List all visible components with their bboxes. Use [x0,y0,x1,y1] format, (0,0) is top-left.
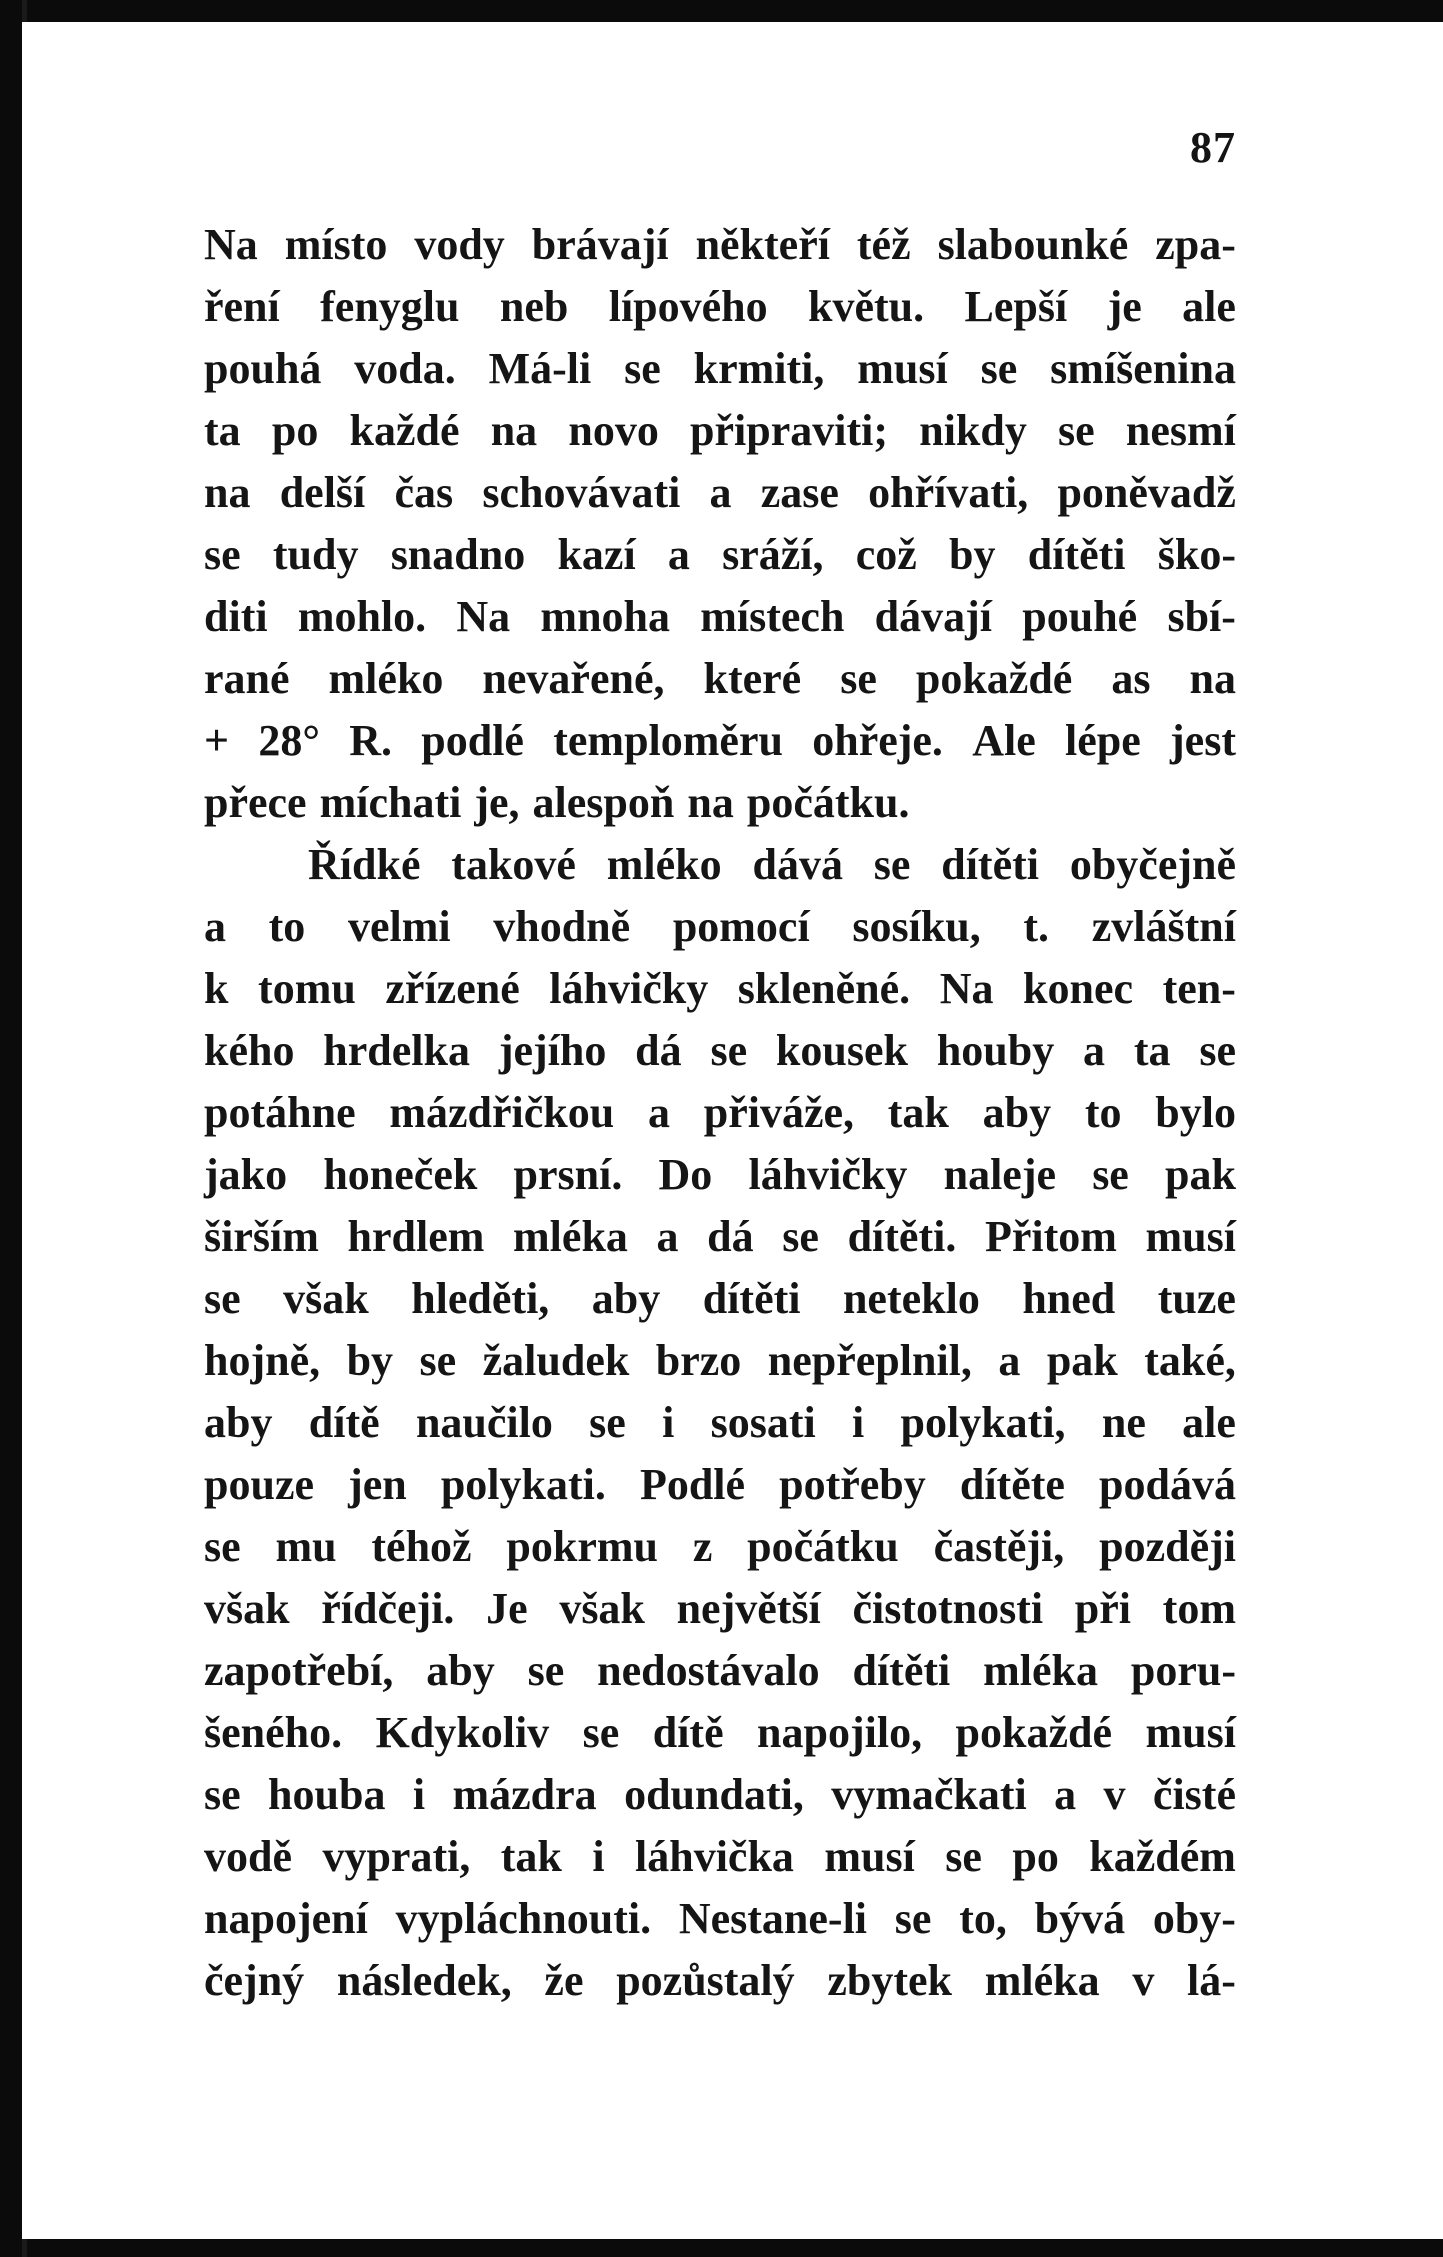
word: tudy [272,530,359,579]
word: pozůstalý [616,1956,795,2005]
word: i [412,1770,426,1819]
word: lépe [1065,716,1141,765]
word: aby [204,1398,273,1447]
word: 28° [258,716,320,765]
word: a [647,1088,670,1137]
text-line [204,1950,1236,2012]
word: květu. [808,282,925,331]
word: se [419,1336,457,1385]
word: na [204,468,251,517]
word: připraviti; [690,406,889,455]
word: Na [204,220,258,269]
word: odundati, [624,1770,804,1819]
word: nesmí [1125,406,1236,455]
word: ření [204,282,280,331]
word: potřeby [779,1460,926,1509]
word: mázdra [452,1770,597,1819]
word: po [271,406,319,455]
word: též [856,220,911,269]
word: fenyglu [320,282,460,331]
word: mnoha [540,592,671,641]
word: ta [204,406,241,455]
word: hleděti, [411,1274,550,1323]
word: jejího [498,1026,607,1075]
word: vodě [204,1832,292,1881]
word: po [1012,1832,1059,1881]
text-line [204,1516,1236,1578]
word: a [1083,1026,1106,1075]
word: ško- [1157,530,1236,579]
text-line [204,772,1236,834]
word: krmiti, [693,344,825,393]
word: a [998,1336,1021,1385]
word: ne [1101,1398,1146,1447]
word: žaludek [482,1336,630,1385]
word: pokaždé [955,1708,1113,1757]
word: hned [1022,1274,1116,1323]
word: láhvičky [748,1150,908,1199]
page-number: 87 [1190,123,1236,172]
word: je, [474,778,520,827]
text-line [204,1206,1236,1268]
word: ta [1133,1026,1171,1075]
word: aby [426,1646,495,1695]
word: čisté [1152,1770,1236,1819]
word: vhodně [493,902,631,951]
text-line [204,214,1236,276]
word: dá [635,1026,682,1075]
word: tom [1162,1584,1236,1633]
text-line [204,1702,1236,1764]
word: sráží, [722,530,824,579]
word: a [709,468,732,517]
word: se [204,530,241,579]
word: naučilo [415,1398,553,1447]
word: dá [707,1212,754,1261]
word: se [873,840,911,889]
text-line [204,1578,1236,1640]
word: velmi [347,902,451,951]
word: míchati [319,778,462,827]
word: jest [1170,716,1236,765]
word: neteklo [842,1274,980,1323]
word: se [589,1398,626,1447]
word: častěji, [933,1522,1065,1571]
word: Kdykoliv [375,1708,550,1757]
word: dítěti [1027,530,1126,579]
word: se [624,344,661,393]
word: mléka [983,1646,1098,1695]
word: Na [456,592,511,641]
word: aby [591,1274,661,1323]
word: t. [1023,902,1050,951]
word: z [692,1522,713,1571]
word: houby [936,1026,1055,1075]
text-line [204,1826,1236,1888]
word: se [894,1894,932,1943]
word: i [852,1398,865,1447]
word: Má-li [488,344,592,393]
text-line [204,1392,1236,1454]
word: se [782,1212,819,1261]
word: a [667,530,690,579]
word: se [840,654,877,703]
word: v [1103,1770,1126,1819]
word: sosíku, [852,902,981,951]
word: sosati [710,1398,816,1447]
word: a [656,1212,679,1261]
word: čas [394,468,454,517]
book-page [22,22,1443,2239]
word: polykati. [440,1460,606,1509]
word: se [527,1646,565,1695]
word: počátku [747,1522,899,1571]
word: temploměru [553,716,783,765]
word: poněvadž [1057,468,1236,517]
word: konec [1023,964,1134,1013]
word: hrdlem [347,1212,485,1261]
text-line [204,400,1236,462]
word: čistotnosti [852,1584,1044,1633]
word: kazí [557,530,636,579]
word: zbytek [827,1956,953,2005]
word: musí [1145,1708,1236,1757]
word: přece [204,778,307,827]
word: ohřeje. [812,716,943,765]
word: téhož [371,1522,472,1571]
word: které [703,654,802,703]
word: jako [204,1150,288,1199]
word: houba [268,1770,386,1819]
word: musí [857,344,948,393]
word: vyprati, [322,1832,471,1881]
word: jen [348,1460,407,1509]
word: se [582,1708,620,1757]
word: se [980,344,1018,393]
word: slabounké [937,220,1129,269]
word: se [710,1026,748,1075]
word: dávají [874,592,993,641]
word: se [1092,1150,1129,1199]
word: vymačkati [831,1770,1027,1819]
word: musí [1145,1212,1236,1261]
word: bylo [1155,1088,1236,1137]
word: zvláštní [1091,902,1236,951]
word: a [204,902,226,951]
word: je [1107,282,1142,331]
word: + [204,716,230,765]
word: polykati, [900,1398,1066,1447]
text-line [204,1330,1236,1392]
word: dítěti [702,1274,801,1323]
word: řídčeji. [321,1584,455,1633]
word: musí [824,1832,915,1881]
text-line [204,1144,1236,1206]
word: Lepší [964,282,1068,331]
word: obyčejně [1069,840,1236,889]
word: se [204,1770,241,1819]
word: Řídké [308,840,421,889]
word: sbí- [1167,592,1236,641]
word: na [490,406,538,455]
word: což [855,530,917,579]
word: dává [752,840,843,889]
word: tomu [258,964,356,1013]
word: podává [1099,1460,1236,1509]
word: nikdy [919,406,1027,455]
word: pokrmu [506,1522,658,1571]
word: však [559,1584,645,1633]
word: následek, [336,1956,512,2005]
word: ohřívati, [868,468,1029,517]
word: Podlé [639,1460,746,1509]
text-line [204,524,1236,586]
text-line [204,1454,1236,1516]
word: delší [279,468,366,517]
word: as [1111,654,1151,703]
text-line [204,1268,1236,1330]
text-line [204,1764,1236,1826]
word: nevařené, [482,654,665,703]
word: pouze [204,1460,314,1509]
word: v [1132,1956,1155,2005]
word: pouhé [1022,592,1138,641]
word: smíšenina [1050,344,1236,393]
word: honeček [323,1150,478,1199]
word: a [1054,1770,1077,1819]
word: dítěti. [847,1212,957,1261]
word: oby- [1152,1894,1236,1943]
word: každém [1089,1832,1236,1881]
text-line [204,276,1236,338]
word: láhvičky [549,964,709,1013]
word: voda. [354,344,456,393]
word: prsní. [513,1150,623,1199]
word: alespoň [532,778,675,827]
word: pak [1046,1336,1118,1385]
word: napojilo, [757,1708,923,1757]
word: to, [959,1894,1007,1943]
word: Na [939,964,994,1013]
word: zřízené [385,964,520,1013]
word: brávají [531,220,669,269]
word: schovávati [482,468,681,517]
word: i [662,1398,675,1447]
word: největší [676,1584,821,1633]
word: místech [700,592,845,641]
word: diti [204,592,268,641]
word: mu [275,1522,337,1571]
word: se [945,1832,982,1881]
word: při [1074,1584,1131,1633]
word: mohlo. [297,592,427,641]
word: se [204,1274,241,1323]
word: se [204,1522,241,1571]
word: hrdelka [323,1026,470,1075]
text-line [204,1020,1236,1082]
word: snadno [390,530,526,579]
word: by [949,530,996,579]
word: aby [982,1088,1052,1137]
word: mléka [984,1956,1100,2005]
word: čejný [204,1956,305,2005]
word: mléko [606,840,722,889]
word: ale [1182,282,1236,331]
word: mázdřičkou [389,1088,615,1137]
word: počátku. [746,778,910,827]
word: se [1058,406,1095,455]
text-line [204,1082,1236,1144]
text-line [204,1640,1236,1702]
word: hojně, [204,1336,321,1385]
word: vody [414,220,505,269]
word: kého [204,1026,295,1075]
word: dítěti [852,1646,951,1695]
text-line [204,834,1236,896]
body-text [204,214,1236,2012]
word: zase [760,468,839,517]
word: pomocí [672,902,810,951]
word: mléka [513,1212,628,1261]
word: však [204,1584,290,1633]
word: Je [486,1584,528,1633]
word: tuze [1157,1274,1236,1323]
text-line [204,896,1236,958]
word: pak [1165,1150,1236,1199]
word: dítěte [959,1460,1065,1509]
word: někteří [695,220,830,269]
word: láhvička [635,1832,794,1881]
word: širším [204,1212,319,1261]
word: na [687,778,734,827]
word: se [1199,1026,1236,1075]
word: k [204,964,229,1013]
word: to [268,902,306,951]
word: R. [349,716,392,765]
word: že [544,1956,584,2005]
word: Do [658,1150,713,1199]
word: ten- [1162,964,1236,1013]
text-line [204,462,1236,524]
word: lípového [608,282,768,331]
word: šeného. [204,1708,343,1757]
word: novo [568,406,659,455]
word: bývá [1034,1894,1126,1943]
word: nedostávalo [597,1646,820,1695]
text-line [204,1888,1236,1950]
text-line [204,338,1236,400]
word: naleje [943,1150,1056,1199]
word: na [1189,654,1236,703]
word: takové [451,840,576,889]
text-line [204,648,1236,710]
word: však [283,1274,369,1323]
word: dítěti [941,840,1039,889]
word: skleněné. [737,964,911,1013]
word: brzo [655,1336,742,1385]
word: přiváže, [703,1088,855,1137]
word: Nestane-li [678,1894,868,1943]
word: pokaždé [915,654,1073,703]
word: potáhne [204,1088,356,1137]
word: každé [349,406,460,455]
word: kousek [775,1026,908,1075]
word: lá- [1187,1956,1236,2005]
word: tak [500,1832,562,1881]
word: Přitom [984,1212,1117,1261]
word: mléko [328,654,444,703]
word: i [592,1832,605,1881]
text-line [204,710,1236,772]
word: neb [499,282,569,331]
word: dítě [652,1708,724,1757]
word: tak [887,1088,949,1137]
word: Ale [972,716,1036,765]
word: také, [1144,1336,1236,1385]
word: ale [1182,1398,1236,1447]
word: podlé [421,716,524,765]
word: později [1099,1522,1236,1571]
word: poru- [1130,1646,1236,1695]
text-line [204,586,1236,648]
word: pouhá [204,344,322,393]
word: místo [284,220,388,269]
text-line [204,958,1236,1020]
word: vypláchnouti. [395,1894,652,1943]
word: napojení [204,1894,368,1943]
word: zpa- [1155,220,1236,269]
word: rané [204,654,290,703]
word: to [1084,1088,1122,1137]
word: dítě [308,1398,380,1447]
word: by [346,1336,394,1385]
word: nepřeplnil, [767,1336,972,1385]
word: zapotřebí, [204,1646,394,1695]
